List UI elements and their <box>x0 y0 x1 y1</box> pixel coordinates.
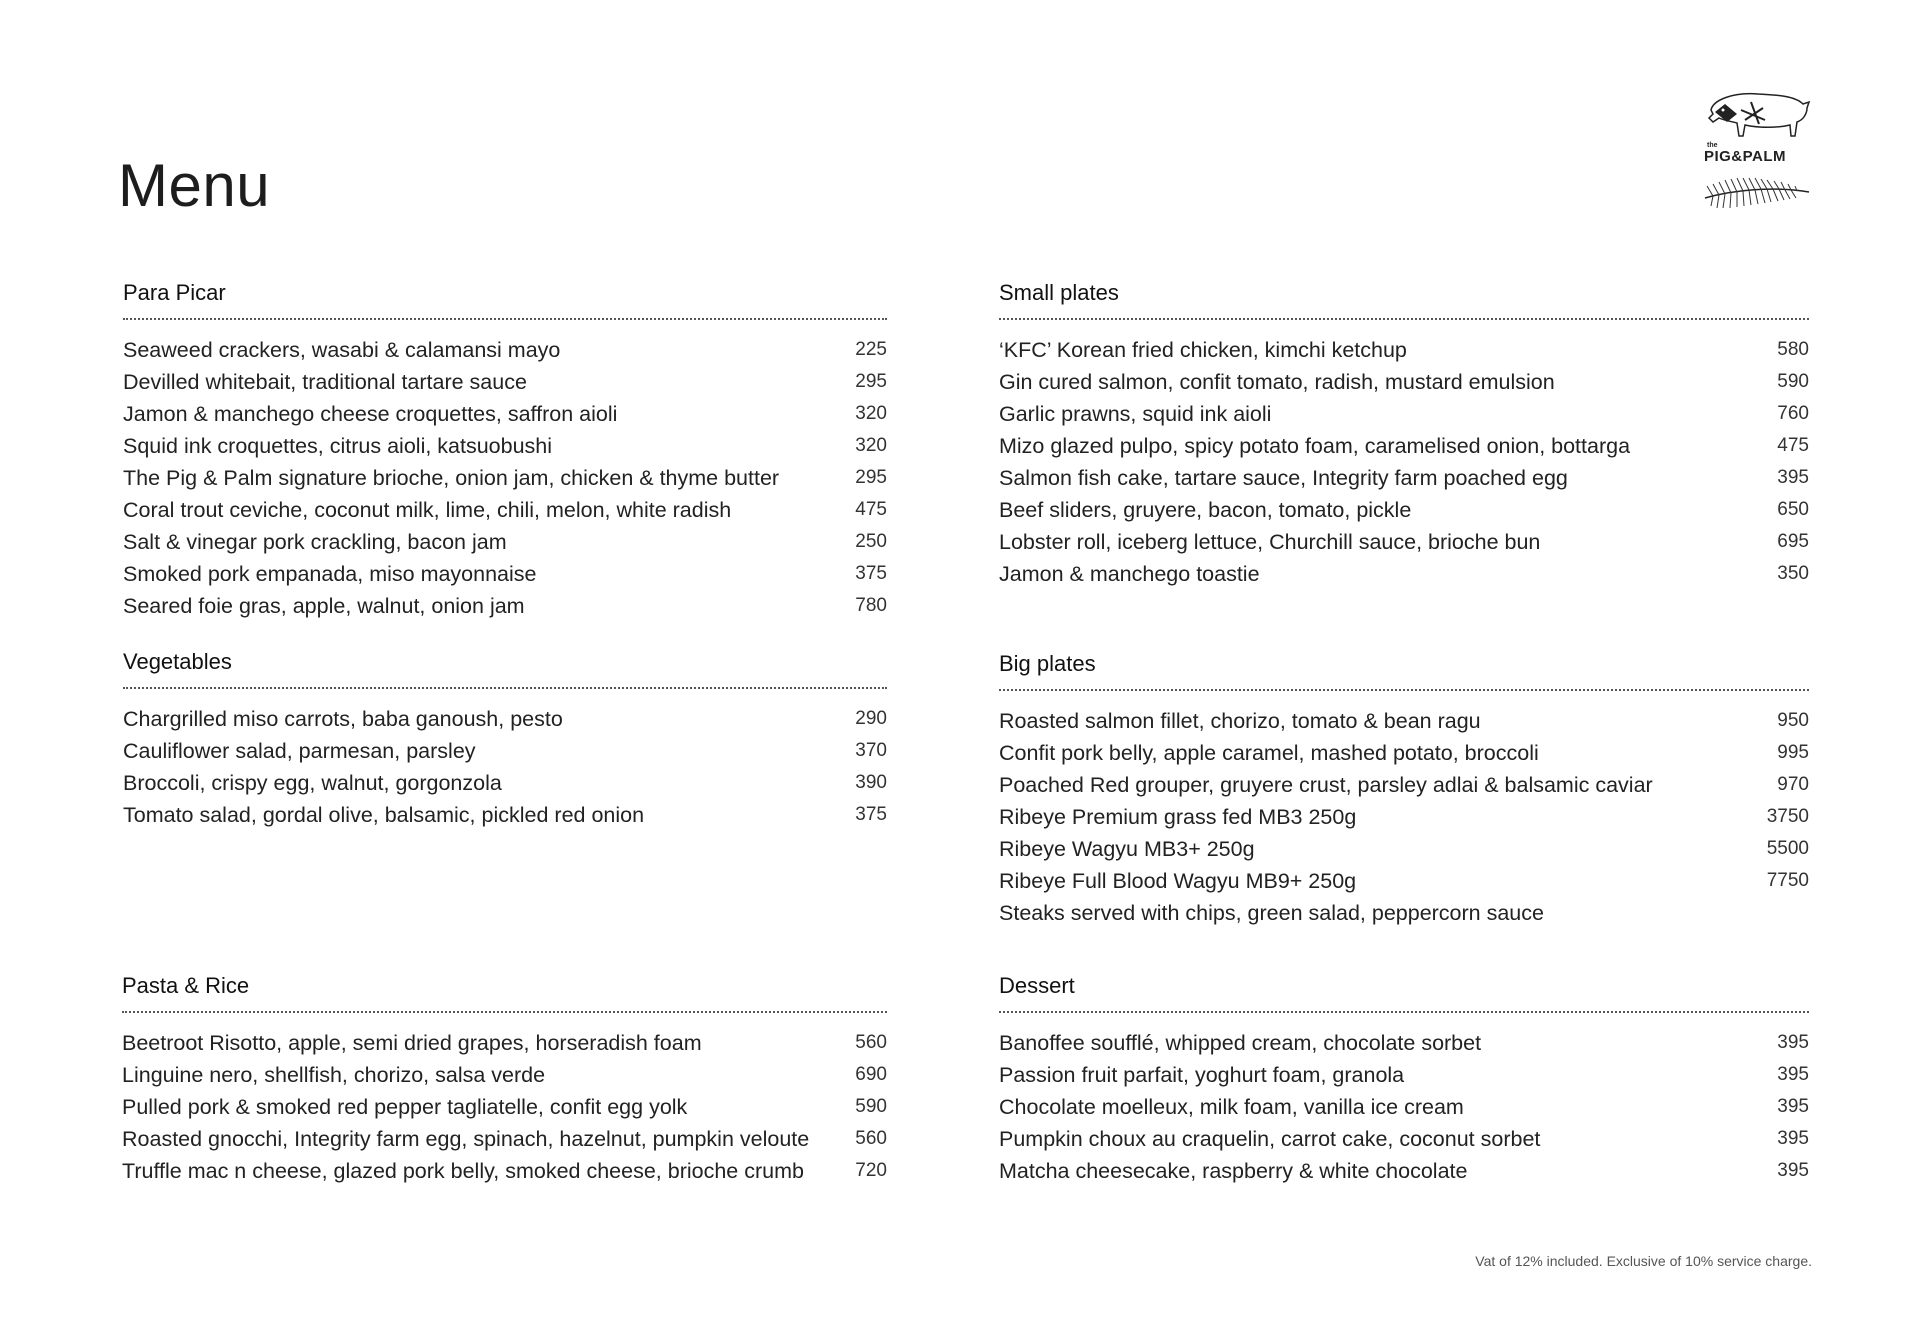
menu-item-name: Steaks served with chips, green salad, peppercorn sauce <box>999 901 1544 925</box>
menu-item-price: 375 <box>855 804 887 825</box>
menu-item-price: 395 <box>1777 1064 1809 1085</box>
menu-item <box>123 398 887 430</box>
menu-item-name: ‘KFC’ Korean fried chicken, kimchi ketchup <box>999 338 1407 362</box>
section-title: Para Picar <box>123 280 226 305</box>
menu-item-price: 7750 <box>1766 870 1809 891</box>
logo-small-text: the <box>1707 142 1718 149</box>
menu-item-price: 375 <box>855 563 887 584</box>
menu-item-price: 290 <box>855 708 887 729</box>
menu-item <box>123 735 887 767</box>
menu-item <box>999 558 1809 590</box>
menu-item <box>123 334 887 366</box>
menu-item-name: Salt & vinegar pork crackling, bacon jam <box>123 530 507 554</box>
menu-item-price: 395 <box>1777 1096 1809 1117</box>
menu-item-name: Chargrilled miso carrots, baba ganoush, pesto <box>123 707 563 731</box>
menu-item-price: 695 <box>1777 531 1809 552</box>
menu-item-price: 690 <box>855 1064 887 1085</box>
menu-item-name: Chocolate moelleux, milk foam, vanilla ice cream <box>999 1095 1464 1119</box>
dotted-divider <box>999 689 1809 691</box>
menu-item-price: 250 <box>855 531 887 552</box>
menu-item-price: 390 <box>855 772 887 793</box>
menu-item-price: 780 <box>855 595 887 616</box>
menu-item <box>122 1155 887 1187</box>
menu-item <box>999 1155 1809 1187</box>
menu-item-name: Smoked pork empanada, miso mayonnaise <box>123 562 537 586</box>
menu-item <box>122 1123 887 1155</box>
menu-item-name: Beetroot Risotto, apple, semi dried grapes, horseradish foam <box>122 1031 702 1055</box>
menu-item <box>999 1091 1809 1123</box>
item-list <box>999 334 1809 590</box>
dotted-divider <box>123 318 887 320</box>
menu-item-price: 320 <box>855 403 887 424</box>
menu-item-name: Confit pork belly, apple caramel, mashed potato, broccoli <box>999 741 1539 765</box>
menu-item-price: 580 <box>1777 339 1809 360</box>
dotted-divider <box>122 1011 887 1013</box>
menu-item-name: Jamon & manchego toastie <box>999 562 1260 586</box>
menu-item-name: Seared foie gras, apple, walnut, onion jam <box>123 594 525 618</box>
menu-item <box>999 897 1809 929</box>
pig-icon <box>1703 88 1813 148</box>
menu-item-price: 475 <box>855 499 887 520</box>
menu-item-name: Seaweed crackers, wasabi & calamansi mayo <box>123 338 561 362</box>
page-title: Menu <box>118 152 271 219</box>
menu-item <box>123 430 887 462</box>
menu-item <box>123 494 887 526</box>
menu-item-name: Truffle mac n cheese, glazed pork belly, smoked cheese, brioche crumb <box>122 1159 804 1183</box>
menu-item <box>123 462 887 494</box>
menu-item-name: Pumpkin choux au craquelin, carrot cake, coconut sorbet <box>999 1127 1541 1151</box>
pig-and-palm-logo <box>1703 88 1813 216</box>
menu-item-name: Poached Red grouper, gruyere crust, parsley adlai & balsamic caviar <box>999 773 1653 797</box>
section-title: Vegetables <box>123 649 232 674</box>
menu-item-price: 295 <box>855 371 887 392</box>
menu-item-name: Roasted salmon fillet, chorizo, tomato & bean ragu <box>999 709 1481 733</box>
menu-item-price: 970 <box>1777 774 1809 795</box>
menu-item-name: Passion fruit parfait, yoghurt foam, granola <box>999 1063 1405 1087</box>
menu-item-name: Banoffee soufflé, whipped cream, chocolate sorbet <box>999 1031 1482 1055</box>
menu-item-price: 950 <box>1777 710 1809 731</box>
menu-item-price: 650 <box>1777 499 1809 520</box>
menu-item-name: Squid ink croquettes, citrus aioli, katsuobushi <box>123 434 553 458</box>
palm-leaf-icon <box>1703 172 1813 212</box>
menu-item <box>999 1059 1809 1091</box>
menu-item <box>122 1091 887 1123</box>
menu-item-name: Jamon & manchego cheese croquettes, saffron aioli <box>123 402 618 426</box>
menu-item-name: Cauliflower salad, parmesan, parsley <box>123 739 476 763</box>
menu-item <box>123 590 887 622</box>
menu-item-price: 720 <box>855 1160 887 1181</box>
menu-item-name: Salmon fish cake, tartare sauce, Integrity farm poached egg <box>999 466 1568 490</box>
menu-item <box>999 398 1809 430</box>
menu-item <box>123 799 887 831</box>
menu-item-price: 3750 <box>1766 806 1809 827</box>
menu-item-name: Tomato salad, gordal olive, balsamic, pickled red onion <box>123 803 645 827</box>
section-title: Big plates <box>999 651 1096 676</box>
section-title: Small plates <box>999 280 1119 305</box>
menu-item <box>999 334 1809 366</box>
menu-item <box>123 703 887 735</box>
logo-brand-text: PIG&PALM <box>1703 148 1787 165</box>
menu-item-price: 590 <box>1777 371 1809 392</box>
menu-item-price: 560 <box>855 1128 887 1149</box>
menu-item-name: Lobster roll, iceberg lettuce, Churchill sauce, brioche bun <box>999 530 1541 554</box>
menu-item <box>999 462 1809 494</box>
menu-item-price: 320 <box>855 435 887 456</box>
menu-item-price: 225 <box>855 339 887 360</box>
item-list <box>123 334 887 622</box>
menu-item <box>999 526 1809 558</box>
menu-item <box>999 430 1809 462</box>
menu-item-price: 395 <box>1777 467 1809 488</box>
menu-item-name: Gin cured salmon, confit tomato, radish, mustard emulsion <box>999 370 1555 394</box>
dotted-divider <box>123 687 887 689</box>
menu-item <box>123 767 887 799</box>
menu-item-price: 760 <box>1777 403 1809 424</box>
menu-item <box>999 494 1809 526</box>
menu-item <box>999 1123 1809 1155</box>
menu-item-price: 560 <box>855 1032 887 1053</box>
menu-item <box>999 366 1809 398</box>
menu-item-name: Ribeye Premium grass fed MB3 250g <box>999 805 1357 829</box>
menu-item-name: Ribeye Full Blood Wagyu MB9+ 250g <box>999 869 1357 893</box>
item-list <box>999 705 1809 929</box>
menu-item-price: 395 <box>1777 1128 1809 1149</box>
menu-item <box>123 366 887 398</box>
menu-item-name: Pulled pork & smoked red pepper tagliatelle, confit egg yolk <box>122 1095 688 1119</box>
menu-item-name: Broccoli, crispy egg, walnut, gorgonzola <box>123 771 502 795</box>
menu-item-price: 370 <box>855 740 887 761</box>
dotted-divider <box>999 1011 1809 1013</box>
menu-item-name: Roasted gnocchi, Integrity farm egg, spinach, hazelnut, pumpkin veloute <box>122 1127 810 1151</box>
menu-item-price: 395 <box>1777 1032 1809 1053</box>
menu-item <box>123 558 887 590</box>
menu-item <box>122 1059 887 1091</box>
menu-item-price: 590 <box>855 1096 887 1117</box>
menu-item <box>999 737 1809 769</box>
section-title: Pasta & Rice <box>122 973 250 998</box>
menu-item-price: 5500 <box>1766 838 1809 859</box>
menu-item <box>123 526 887 558</box>
item-list <box>999 1027 1809 1187</box>
menu-item-name: Matcha cheesecake, raspberry & white chocolate <box>999 1159 1468 1183</box>
item-list <box>123 703 887 831</box>
menu-item-name: Coral trout ceviche, coconut milk, lime, chili, melon, white radish <box>123 498 732 522</box>
menu-item <box>999 769 1809 801</box>
menu-item-price: 350 <box>1777 563 1809 584</box>
vat-footnote: Vat of 12% included. Exclusive of 10% service charge. <box>1475 1253 1812 1269</box>
item-list <box>122 1027 887 1187</box>
menu-item-price: 395 <box>1777 1160 1809 1181</box>
menu-item-name: Linguine nero, shellfish, chorizo, salsa verde <box>122 1063 546 1087</box>
menu-item-name: Mizo glazed pulpo, spicy potato foam, caramelised onion, bottarga <box>999 434 1631 458</box>
menu-item <box>999 705 1809 737</box>
menu-item-price: 995 <box>1777 742 1809 763</box>
menu-item-name: Beef sliders, gruyere, bacon, tomato, pickle <box>999 498 1412 522</box>
dotted-divider <box>999 318 1809 320</box>
menu-item <box>999 865 1809 897</box>
menu-item-price: 295 <box>855 467 887 488</box>
menu-item-name: Garlic prawns, squid ink aioli <box>999 402 1272 426</box>
menu-item-price: 475 <box>1777 435 1809 456</box>
menu-item-name: The Pig & Palm signature brioche, onion jam, chicken & thyme butter <box>123 466 780 490</box>
menu-item-name: Ribeye Wagyu MB3+ 250g <box>999 837 1255 861</box>
menu-item <box>999 833 1809 865</box>
menu-item <box>999 1027 1809 1059</box>
menu-item <box>999 801 1809 833</box>
section-title: Dessert <box>999 973 1075 998</box>
menu-item-name: Devilled whitebait, traditional tartare sauce <box>123 370 527 394</box>
menu-item <box>122 1027 887 1059</box>
